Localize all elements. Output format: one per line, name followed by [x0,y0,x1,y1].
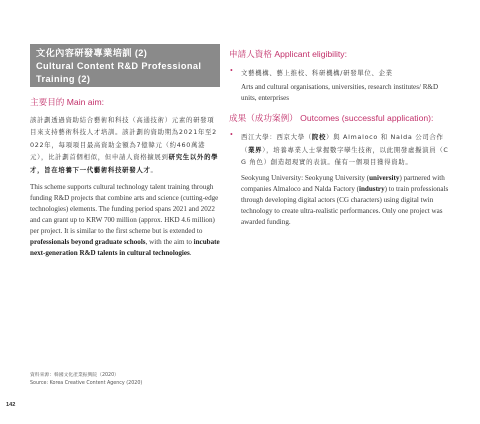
main-aim-text-zh [30,114,220,176]
outcomes-text-en [241,173,451,228]
outcomes-en-mid2: ) to train professionals through developing digital actors (CG characters) using digital twin technology to create ultra-realistic performances. Only one project was awarded funding. [241,184,449,226]
eligibility-heading: 申請人資格 Applicant eligibility: [229,49,347,59]
outcomes-zh-mid2: ），培養專業人士掌握數字孿生技術，以此開發虛擬演員（CG 角色）創造超現實的表演。僅有一個項目獲得資助。 [241,145,449,167]
main-aim-text-en [30,182,220,259]
outcomes-text-zh [241,131,451,168]
outcomes-en-bold1: university [369,173,400,182]
eligibility-text-en: Arts and cultural organisations, universities, research institutes/ R&D units, enterprises [241,83,439,103]
eligibility-item [229,67,451,104]
source-note [30,372,250,388]
page-number: 142 [6,402,16,408]
outcomes-en-mid1: ) partnered with companies Almaloco and Nalda Factory ( [241,173,445,193]
bullet-icon: • [230,130,233,140]
source-en: Source: Korea Creative Content Agency (2020) [30,381,143,386]
main-aim-section [30,97,220,259]
outcomes-zh-mid1: ）與 Almaloco 和 Nalda 公司合作（ [241,133,444,154]
outcomes-item [229,131,451,227]
banner-title-zh: 文化內容研發專業培訓 (2) [36,48,148,58]
main-aim-en-pre: This scheme supports cultural technology talent training through funding R&D projects that combine arts and science (cutting-edge technologies) elements. The funding period spans 2021 and 2022 and can grant up to KRW 700 million (approx. HKD 4.6 million) per project. It is similar to the first scheme but is extended to [30,183,219,236]
outcomes-heading: 成果（成功案例） Outcomes (successful application): [229,113,434,124]
outcomes-zh-bold2: 業界 [248,145,263,154]
right-column [229,44,451,228]
eligibility-text-zh: 文藝機構、藝上推校、科研機構/研發單位、企業 [241,69,393,77]
main-aim-en-bold1: professionals beyond graduate schools [30,238,146,247]
main-aim-en-mid: , with the aim to [145,238,194,247]
section-title-banner [30,44,220,87]
main-aim-en-bold2: incubate next-generation R&D talents in cultural technologies [30,238,220,258]
main-aim-zh-pre: 該計劃透過資助結合藝術和科技（高通技術）元素的研發項目來支持藝術科技人才培訓。該計劃的資助期為2021年至2022年，每項項目最高資助金額為7億韓元（約460萬港元），比計劃首個相似，但申請人資格擴展到 [30,116,217,162]
main-aim-heading: 主要目的 Main aim: [30,97,105,107]
main-aim-zh-post: 。 [150,165,158,174]
source-zh: 資料來源：韓國文化產業振興院（2020） [30,373,119,378]
outcomes-zh-bold1: 院校 [311,133,327,142]
banner-title-en-line1: Cultural Content R&D Professional [36,61,202,71]
outcomes-en-bold2: industry [359,184,385,193]
banner-title-en-line2: Training (2) [36,74,91,84]
main-aim-zh-bold: 研究生以外的學才，旨在培養下一代藝術科技研發人才 [30,153,219,174]
outcomes-zh-pre: 西江大學：西京大學（ [241,133,312,142]
bullet-icon: • [230,66,233,75]
main-aim-en-post: . [189,249,192,258]
outcomes-en-pre: Seokyung University: Seokyung University ( [241,173,370,182]
